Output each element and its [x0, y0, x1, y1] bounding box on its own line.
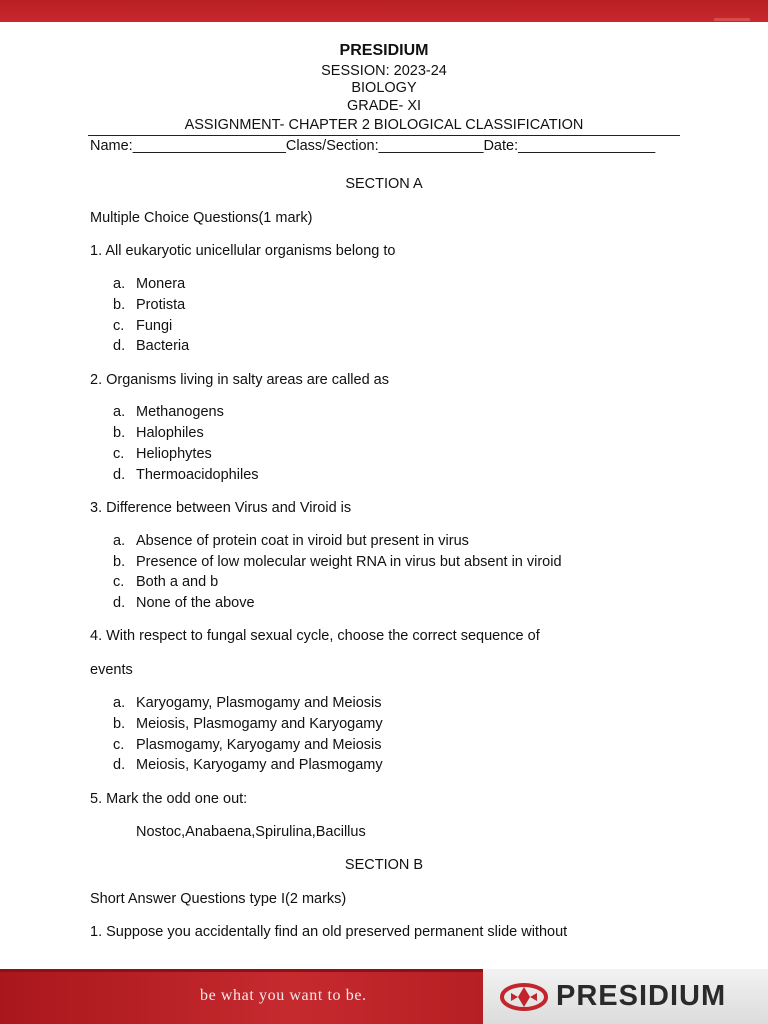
- option-letter: c.: [113, 318, 125, 334]
- school-title: PRESIDIUM: [339, 42, 429, 59]
- q1-option-c: Fungi: [136, 318, 173, 334]
- option-letter: d.: [113, 467, 126, 483]
- q2-option-b: Halophiles: [136, 425, 204, 441]
- section-a-instruction: Multiple Choice Questions(1 mark): [90, 210, 313, 226]
- grade-line: GRADE- XI: [346, 98, 422, 114]
- footer-banner: [0, 969, 768, 1024]
- section-b-title: SECTION B: [344, 857, 424, 873]
- q4-option-a: Karyogamy, Plasmogamy and Meiosis: [136, 695, 382, 711]
- option-letter: b.: [113, 425, 126, 441]
- option-letter: d.: [113, 757, 126, 773]
- q1-option-d: Bacteria: [136, 338, 190, 354]
- question-4-continued: events: [90, 662, 133, 678]
- q3-option-b: Presence of low molecular weight RNA in virus but absent in viroid: [136, 554, 562, 570]
- option-letter: d.: [113, 338, 126, 354]
- presidium-logo-icon: [500, 982, 548, 1012]
- option-letter: c.: [113, 574, 125, 590]
- option-letter: d.: [113, 595, 126, 611]
- section-b-question-1: 1. Suppose you accidentally find an old preserved permanent slide without: [90, 924, 568, 940]
- band-mark: [714, 18, 750, 21]
- q1-option-b: Protista: [136, 297, 186, 313]
- option-letter: c.: [113, 737, 125, 753]
- option-letter: c.: [113, 446, 125, 462]
- question-4: 4. With respect to fungal sexual cycle, choose the correct sequence of: [90, 628, 540, 644]
- q3-option-a: Absence of protein coat in viroid but present in virus: [136, 533, 469, 549]
- assignment-title: ASSIGNMENT- CHAPTER 2 BIOLOGICAL CLASSIFICATION: [184, 117, 584, 133]
- q3-option-d: None of the above: [136, 595, 255, 611]
- header-rule: [88, 135, 680, 136]
- option-letter: b.: [113, 297, 126, 313]
- option-letter: a.: [113, 276, 126, 292]
- section-a-title: SECTION A: [345, 176, 423, 192]
- q4-option-c: Plasmogamy, Karyogamy and Meiosis: [136, 737, 382, 753]
- q2-option-c: Heliophytes: [136, 446, 212, 462]
- footer-tagline: be what you want to be.: [200, 987, 367, 1004]
- option-letter: a.: [113, 533, 126, 549]
- option-letter: a.: [113, 695, 126, 711]
- q4-option-d: Meiosis, Karyogamy and Plasmogamy: [136, 757, 383, 773]
- question-3: 3. Difference between Virus and Viroid is: [90, 500, 352, 516]
- q3-option-c: Both a and b: [136, 574, 219, 590]
- q2-option-d: Thermoacidophiles: [136, 467, 259, 483]
- footer-top-line: [0, 969, 483, 972]
- option-letter: a.: [113, 404, 126, 420]
- footer-red-panel: [0, 969, 483, 1024]
- q1-option-a: Monera: [136, 276, 186, 292]
- section-b-instruction: Short Answer Questions type I(2 marks): [90, 891, 347, 907]
- q2-option-a: Methanogens: [136, 404, 224, 420]
- option-letter: b.: [113, 554, 126, 570]
- q5-answer-line: Nostoc,Anabaena,Spirulina,Bacillus: [136, 824, 366, 840]
- q4-option-b: Meiosis, Plasmogamy and Karyogamy: [136, 716, 383, 732]
- subject-line: BIOLOGY: [351, 80, 417, 96]
- option-letter: b.: [113, 716, 126, 732]
- top-red-band: [0, 0, 768, 22]
- student-fields: Name:___________________Class/Section:_____________Date:_________________: [90, 138, 656, 154]
- session-line: SESSION: 2023-24: [321, 63, 447, 79]
- question-1: 1. All eukaryotic unicellular organisms belong to: [90, 243, 396, 259]
- question-2: 2. Organisms living in salty areas are called as: [90, 372, 389, 388]
- question-5: 5. Mark the odd one out:: [90, 791, 248, 807]
- footer-brand-name: PRESIDIUM: [556, 980, 727, 1012]
